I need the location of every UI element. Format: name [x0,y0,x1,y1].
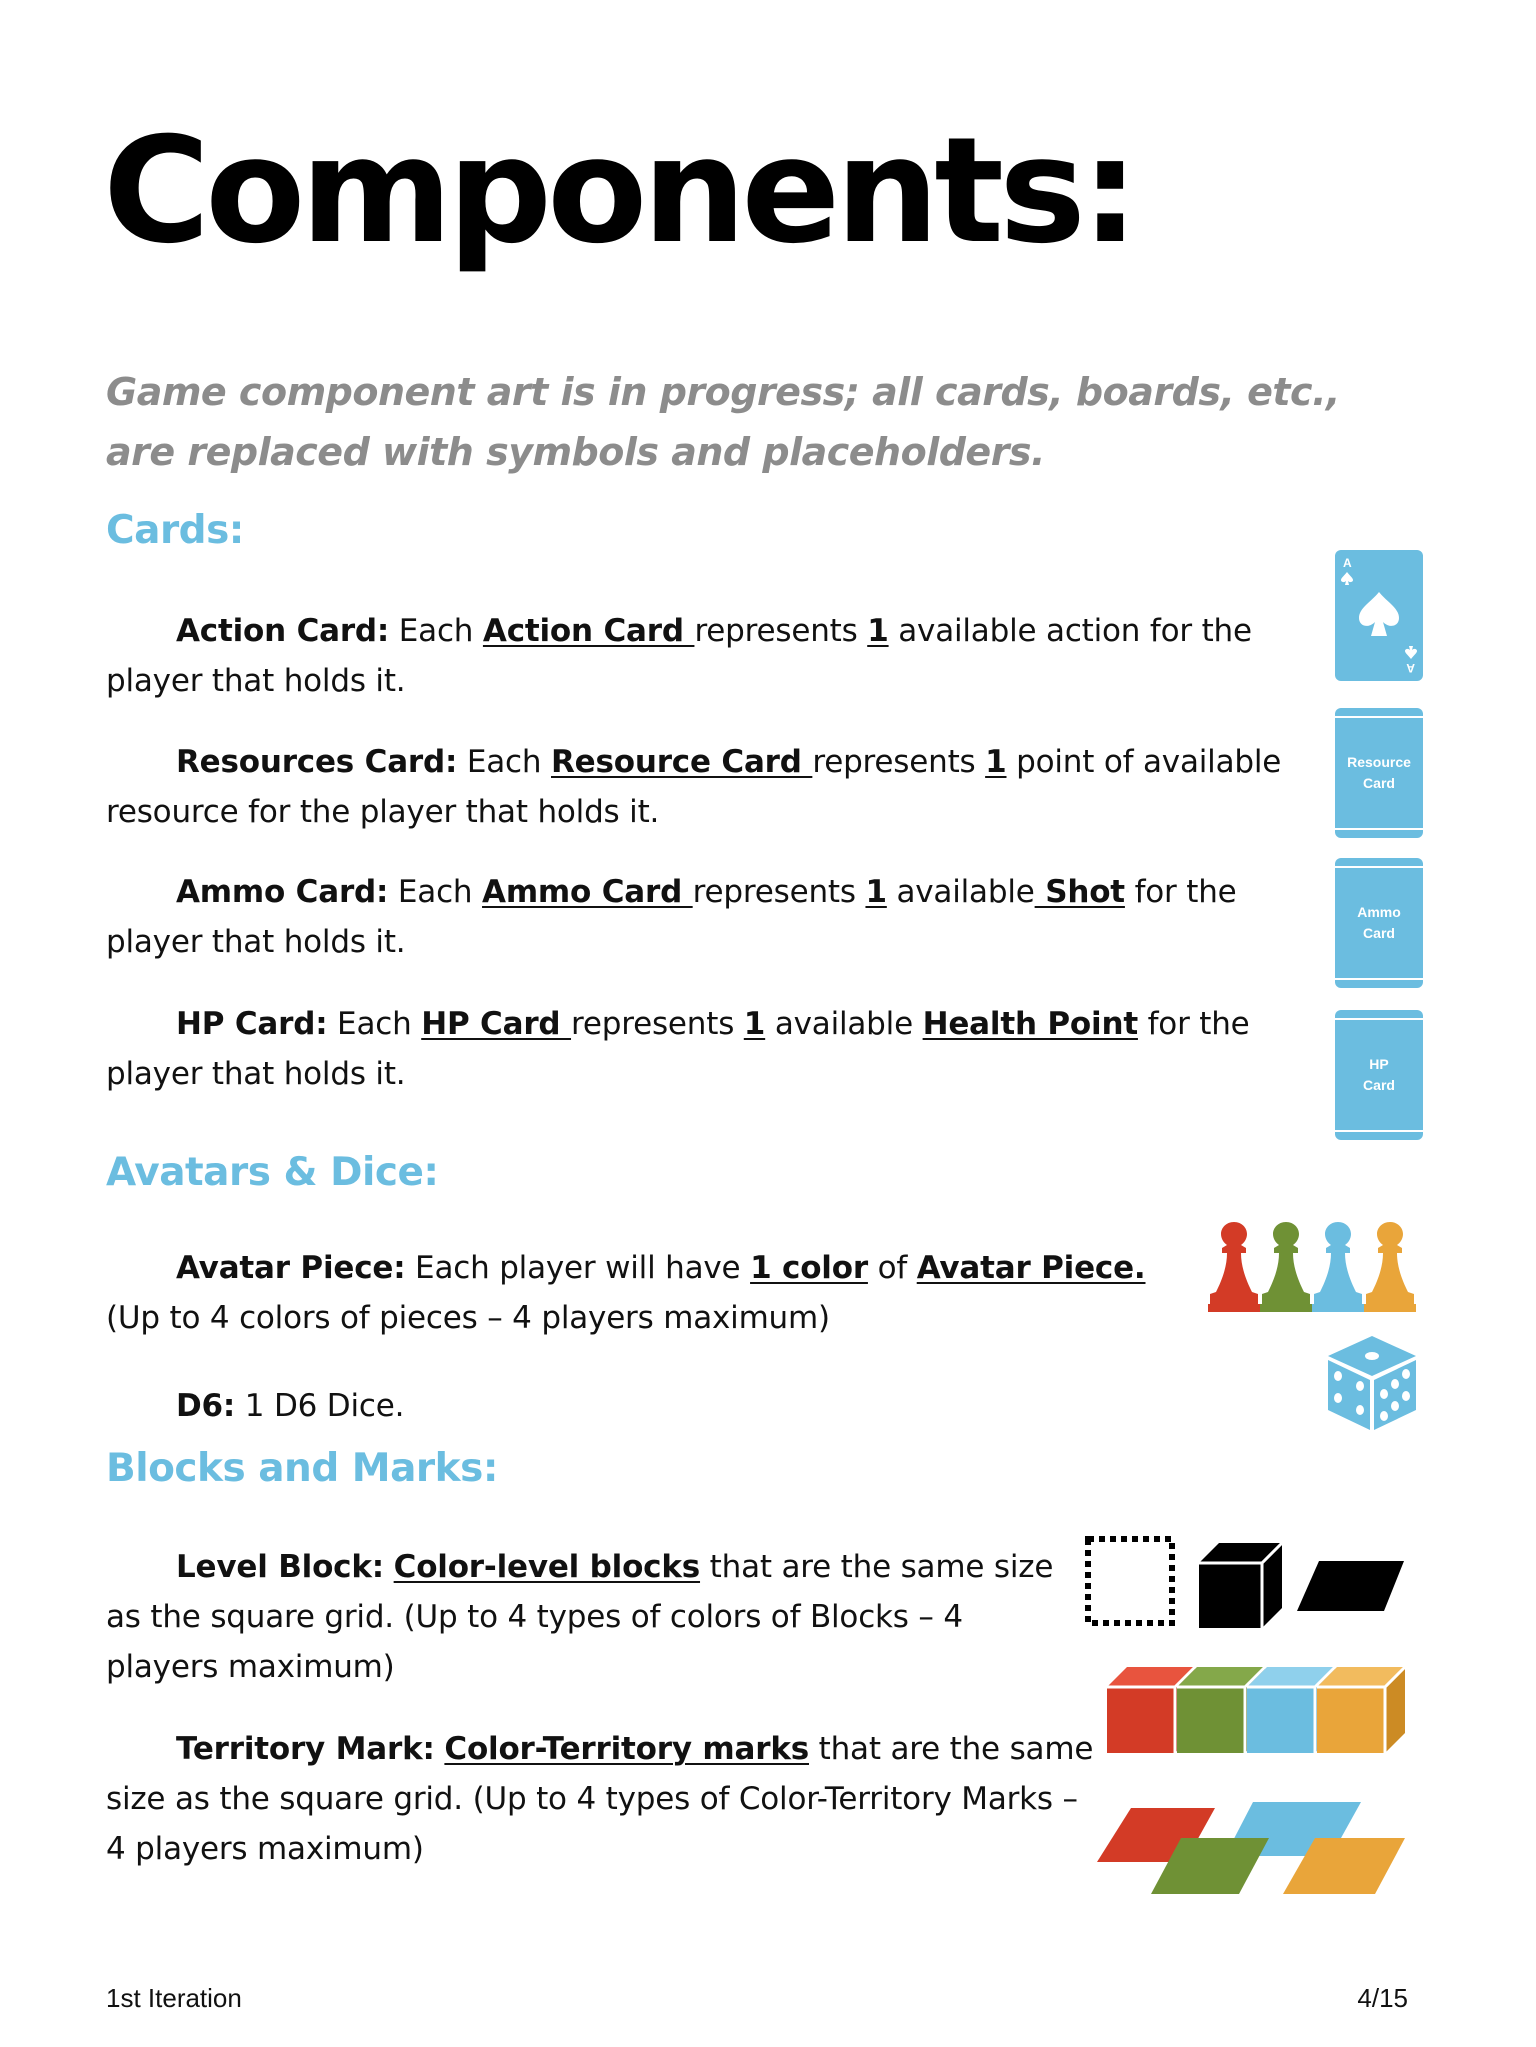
d6-description: D6: 1 D6 Dice. [176,1388,405,1424]
block-orange-icon [1317,1667,1405,1753]
color-level-blocks-icon [1105,1657,1410,1757]
action-card-description: Action Card: Each Action Card represents 1 available action for the player that holds it. [106,613,1252,699]
resources-card-description: Resources Card: Each Resource Card represents 1 point of available resource for the player that holds it. [106,744,1282,830]
card-corner-bottom-text: A [1406,661,1415,675]
resource-card-icon-label: Resource Card [1347,754,1411,791]
heading-avatars-dice: Avatars & Dice: [106,1150,439,1195]
resource-card-icon [1335,708,1423,838]
color-territory-marks-icon [1093,1800,1411,1898]
hp-card-icon-label: HP Card [1363,1056,1395,1093]
pawn-green-icon [1260,1222,1312,1312]
black-mark-icon [1297,1561,1404,1611]
heading-blocks-marks: Blocks and Marks: [106,1446,498,1491]
hp-card-icon [1335,1010,1423,1140]
footer-page-number: 4/15 [1357,1983,1408,2013]
black-block-icon [1199,1543,1282,1628]
page-title: Components: [103,106,1135,276]
footer-iteration: 1st Iteration [106,1983,242,2013]
ammo-card-icon-label: Ammo Card [1357,904,1401,941]
pawn-red-icon [1208,1222,1260,1312]
avatar-pieces-icon [1208,1222,1428,1328]
d6-dice-icon [1324,1334,1420,1432]
spade-small-icon [1341,572,1353,585]
block-placeholder-icons [1084,1533,1409,1633]
subtitle-note: Game component art is in progress; all cards, boards, etc., are replaced with symbols and placeholders. [106,370,1340,474]
ammo-card-description: Ammo Card: Each Ammo Card represents 1 available Shot for the player that holds it. [106,874,1237,960]
hp-card-description: HP Card: Each HP Card represents 1 available Health Point for the player that holds it. [106,1006,1250,1092]
spade-icon [1359,592,1399,636]
territory-mark-description: Territory Mark: Color-Territory marks that are the same size as the square grid. (Up to 4 types of Color-Territory Marks – 4 players maximum) [106,1731,1094,1867]
empty-grid-square-icon [1088,1539,1172,1623]
pawn-blue-icon [1312,1222,1364,1312]
action-card-icon [1335,550,1423,681]
level-block-description: Level Block: Color-level blocks that are the same size as the square grid. (Up to 4 types of colors of Blocks – 4 players maximum) [106,1549,1054,1685]
avatar-piece-description: Avatar Piece: Each player will have 1 color of Avatar Piece. (Up to 4 colors of pieces – 4 players maximum) [106,1250,1146,1336]
card-corner-top-text: A [1343,556,1352,570]
heading-cards: Cards: [106,508,244,553]
pawn-orange-icon [1364,1222,1416,1312]
ammo-card-icon [1335,858,1423,988]
